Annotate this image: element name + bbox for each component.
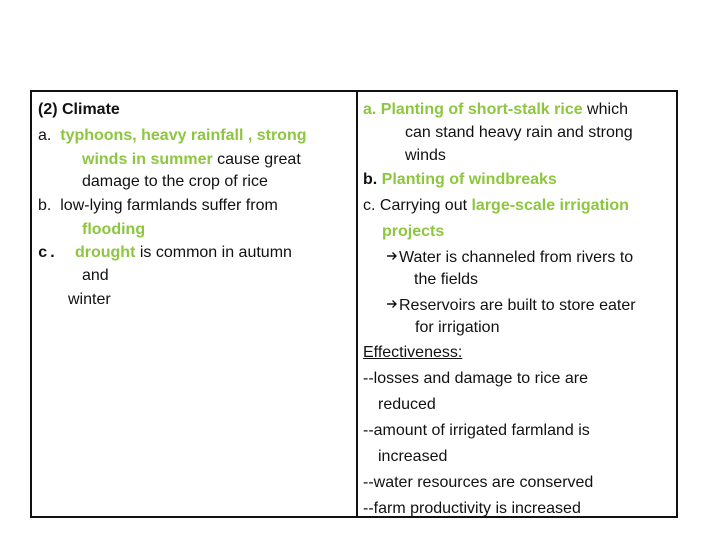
right-item-a-rest: which	[582, 101, 628, 118]
left-item-c-rest: is common in autumn	[135, 244, 292, 261]
left-item-c-line3: winter	[68, 291, 111, 308]
effectiveness-item-3: --water resources are conserved	[363, 474, 594, 491]
left-item-c-line1	[38, 243, 292, 263]
arrow-right-icon	[386, 296, 399, 316]
left-item-a-line3: damage to the crop of rice	[82, 173, 268, 190]
left-item-b-text: low-lying farmlands suffer from	[60, 197, 278, 214]
right-item-a-line1	[363, 100, 628, 120]
right-item-c-text: c. Carrying out	[363, 197, 472, 214]
left-item-a-line1	[38, 126, 307, 146]
right-item-a-prefix: a.	[363, 101, 377, 118]
right-item-a-green: Planting of short-stalk rice	[380, 101, 583, 118]
effectiveness-item-2b: increased	[378, 448, 448, 465]
effectiveness-item-1b: reduced	[378, 396, 436, 413]
right-item-a-line3: winds	[405, 147, 446, 164]
left-item-b-line1	[38, 196, 278, 216]
content-table	[30, 90, 678, 518]
right-item-c-sub2	[386, 296, 636, 316]
right-item-a-line2: can stand heavy rain and strong	[405, 124, 633, 141]
left-item-a-green2: winds in summer	[82, 151, 213, 168]
right-item-c-green2: projects	[382, 223, 445, 240]
left-heading: (2) Climate	[38, 101, 120, 118]
right-item-c-sub1-text: Water is channeled from rivers to	[399, 249, 634, 266]
left-item-a-rest2: cause great	[212, 151, 301, 168]
left-item-c-green: drought	[74, 244, 136, 261]
arrow-right-icon	[386, 248, 399, 268]
effectiveness-heading: Effectiveness:	[363, 344, 463, 361]
right-item-c-line1	[363, 196, 629, 216]
left-item-b-green: flooding	[82, 221, 146, 238]
right-item-b-line	[363, 170, 557, 190]
right-item-b-green: Planting of windbreaks	[381, 171, 557, 188]
effectiveness-item-4: --farm productivity is increased	[363, 500, 581, 517]
right-item-c-sub2-text: Reservoirs are built to store eater	[399, 297, 636, 314]
left-item-c-prefix: c.	[38, 244, 58, 262]
left-item-c-line2: and	[82, 267, 109, 284]
right-item-c-sub1b: the fields	[414, 271, 479, 288]
left-item-a-green1: typhoons, heavy rainfall , strong	[60, 127, 307, 144]
left-item-b-prefix: b.	[38, 197, 52, 214]
left-item-a-line2	[82, 150, 301, 170]
right-item-c-green1: large-scale irrigation	[471, 197, 629, 214]
right-item-b-prefix: b.	[363, 171, 378, 188]
effectiveness-item-1: --losses and damage to rice are	[363, 370, 588, 387]
effectiveness-item-2: --amount of irrigated farmland is	[363, 422, 590, 439]
column-divider	[356, 92, 358, 516]
right-item-c-sub1	[386, 248, 633, 268]
right-item-c-sub2b: for irrigation	[415, 319, 500, 336]
left-item-a-prefix: a.	[38, 127, 52, 144]
